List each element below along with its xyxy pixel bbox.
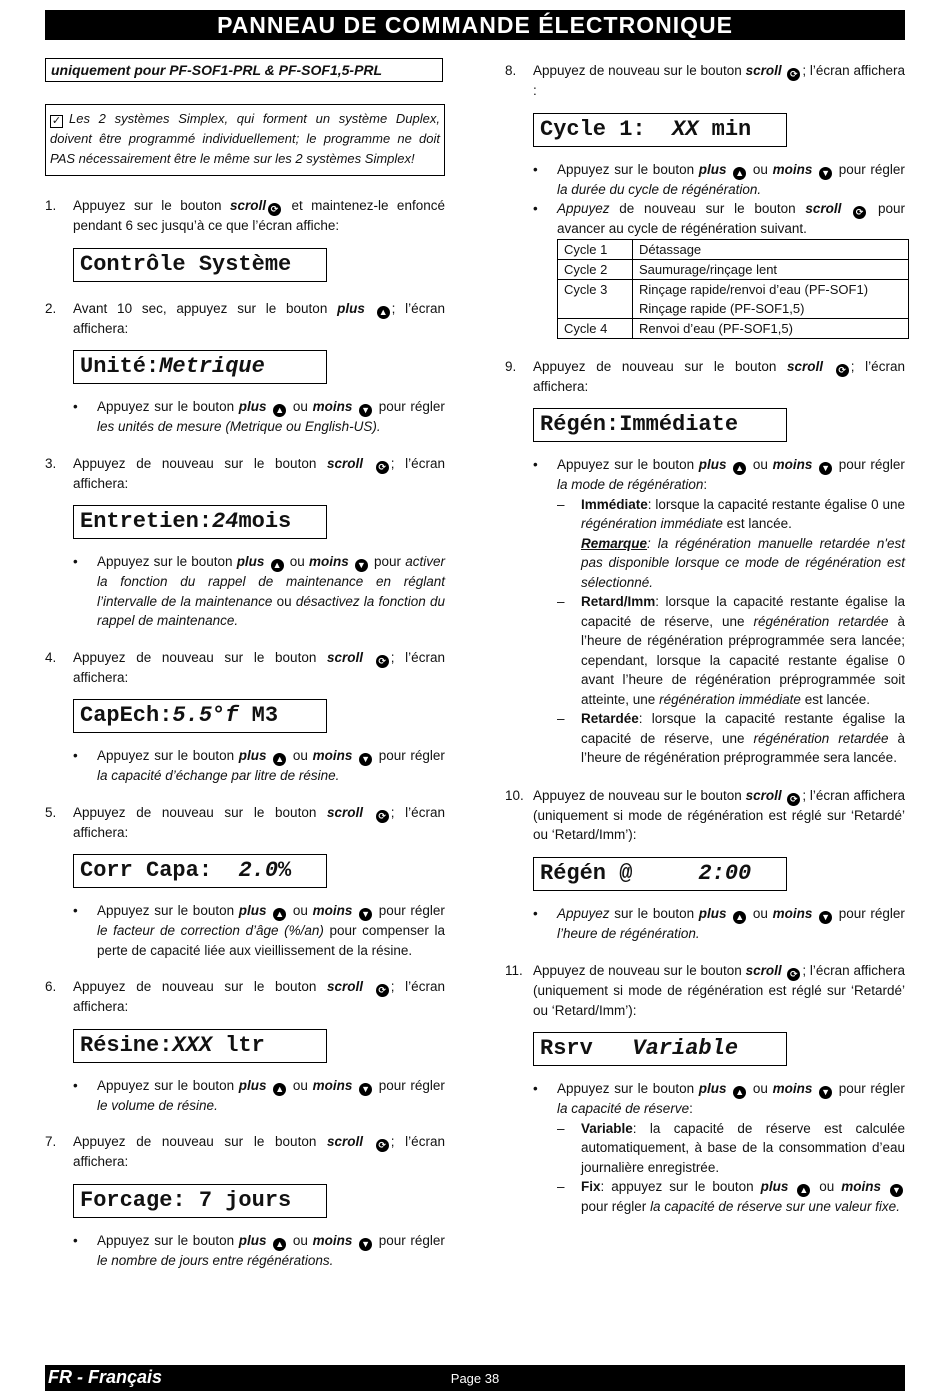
scroll-icon: ⟳ (268, 203, 281, 216)
bullet-2: • Appuyez sur le bouton plus ▲ ou moins ▼ pour régler les unités de mesure (Metrique ou English-US). (73, 399, 445, 434)
down-arrow-icon: ▼ (819, 1086, 832, 1099)
up-arrow-icon: ▲ (273, 908, 286, 921)
lcd-display-5: Corr Capa: 2.0% (73, 854, 327, 888)
bullet-8b: • Appuyez de nouveau sur le bouton scroll ⟳ pour avancer au cycle de régénération suivant. (533, 201, 905, 236)
lcd-display-7: Forcage: 7 jours (73, 1184, 327, 1218)
step-11: 11. Appuyez de nouveau sur le bouton scroll ⟳ ; l’écran affichera (uniquement si mode de régénération est réglé sur ‘Retardé’ ou ‘Retard/Imm’): (505, 963, 905, 1018)
step-7: 7. Appuyez de nouveau sur le bouton scroll ⟳ ; l’écran affichera: (45, 1134, 445, 1169)
up-arrow-icon: ▲ (271, 559, 284, 572)
step-5: 5. Appuyez de nouveau sur le bouton scroll ⟳ ; l’écran affichera: (45, 804, 445, 840)
down-arrow-icon: ▼ (819, 167, 832, 180)
reserve-fix: – Fix: appuyez sur le bouton plus ▲ ou moins ▼ pour régler la capacité de réserve sur une valeur fixe. (505, 1177, 905, 1217)
down-arrow-icon: ▼ (359, 753, 372, 766)
mode-immediate: – Immédiate: lorsque la capacité restante égalise 0 une régénération immédiate est lancée. Remarque: la régénération manuelle retardée n'est pas disponible lorsque ce mode de régénération est sélectionné. (557, 496, 905, 590)
scroll-icon: ⟳ (376, 810, 389, 823)
bullet-10: • Appuyez sur le bouton plus ▲ ou moins ▼ pour régler l’heure de régénération. (533, 905, 905, 941)
step-1: 1. Appuyez sur le bouton scroll ⟳ et maintenez-le enfoncé pendant 6 sec jusqu’à ce que l’écran affiche: (45, 198, 445, 233)
scroll-icon: ⟳ (836, 364, 849, 377)
lcd-display-6: Résine:XXX ltr (73, 1029, 327, 1063)
page-header (45, 10, 905, 40)
scroll-icon: ⟳ (853, 206, 866, 219)
mode-retardee: – Retardée: lorsque la capacité restante égalise la capacité de réserve, une régénération retardée à l’heure de régénération préprogrammée sera lancée. (557, 711, 905, 765)
scroll-icon: ⟳ (787, 793, 800, 806)
table-row: Cycle 4 Renvoi d’eau (PF-SOF1,5) (558, 318, 909, 338)
reserve-variable: – Variable: la capacité de réserve est calculée automatiquement, à base de la consommation d’eau journalière enregistrée. (557, 1120, 905, 1175)
scroll-icon: ⟳ (376, 984, 389, 997)
bullet-11: • Appuyez sur le bouton plus ▲ ou moins ▼ pour régler la capacité de réserve: (533, 1081, 905, 1116)
page-title: PANNEAU DE COMMANDE ÉLECTRONIQUE (217, 12, 733, 38)
table-row: Cycle 3 Rinçage rapide/renvoi d’eau (PF-SOF1) Rinçage rapide (PF-SOF1,5) (558, 279, 909, 318)
up-arrow-icon: ▲ (273, 753, 286, 766)
page-number: Page 38 (450, 1371, 500, 1386)
duplex-note: ✓ Les 2 systèmes Simplex, qui forment un système Duplex, doivent être programmé individuellement; le programme ne doit PAS nécessairement être le même sur les 2 systèmes Simplex! (45, 104, 445, 176)
bullet-9: • Appuyez sur le bouton plus ▲ ou moins ▼ pour régler la mode de régénération: (533, 457, 905, 492)
lcd-display-9: Régén:Immédiate (533, 408, 787, 442)
cycle-table (557, 239, 909, 339)
bullet-4: • Appuyez sur le bouton plus ▲ ou moins ▼ pour régler la capacité d’échange par litre de résine. (73, 748, 445, 783)
page-footer (45, 1365, 905, 1391)
lcd-display-4: CapEch:5.5°f M3 (73, 699, 327, 733)
scroll-icon: ⟳ (787, 68, 800, 81)
down-arrow-icon: ▼ (890, 1184, 903, 1197)
scroll-icon: ⟳ (787, 968, 800, 981)
step-10: 10. Appuyez de nouveau sur le bouton scroll ⟳ ; l’écran affichera (uniquement si mode de régénération est réglé sur ‘Retardé’ ou ‘Retard/Imm’): (505, 787, 905, 842)
bullet-8a: • Appuyez sur le bouton plus ▲ ou moins ▼ pour régler la durée du cycle de régénération. (533, 161, 905, 197)
up-arrow-icon: ▲ (733, 167, 746, 180)
down-arrow-icon: ▼ (359, 404, 372, 417)
lcd-display-10: Régén @ 2:00 (533, 857, 787, 891)
up-arrow-icon: ▲ (273, 404, 286, 417)
scroll-icon: ⟳ (376, 461, 389, 474)
lcd-display-11: Rsrv Variable (533, 1032, 787, 1066)
lcd-display-1: Contrôle Système (73, 248, 327, 282)
down-arrow-icon: ▼ (355, 559, 368, 572)
left-column (45, 58, 445, 1270)
bullet-6: • Appuyez sur le bouton plus ▲ ou moins ▼ pour régler le volume de résine. (73, 1077, 445, 1113)
step-9: 9. Appuyez de nouveau sur le bouton scroll ⟳ ; l’écran affichera: (505, 358, 905, 394)
bullet-7: • Appuyez sur le bouton plus ▲ ou moins ▼ pour régler le nombre de jours entre régénérations. (73, 1232, 445, 1268)
lcd-display-8: Cycle 1: XX min (533, 113, 787, 147)
step-8: 8. Appuyez de nouveau sur le bouton scroll ⟳ ; l’écran affichera : (505, 63, 905, 98)
down-arrow-icon: ▼ (819, 462, 832, 475)
down-arrow-icon: ▼ (359, 1238, 372, 1251)
down-arrow-icon: ▼ (359, 908, 372, 921)
table-row: Cycle 1 Détassage (558, 239, 909, 259)
bullet-3: • Appuyez sur le bouton plus ▲ ou moins ▼ pour activer la fonction du rappel de maintenance en réglant l’intervalle de la maintenance ou désactivez la fonction du rappel de maintenance. (73, 554, 445, 628)
step-3: 3. Appuyez de nouveau sur le bouton scroll ⟳ ; l’écran affichera: (45, 455, 445, 491)
lcd-display-2: Unité:Metrique (73, 350, 327, 384)
up-arrow-icon: ▲ (273, 1083, 286, 1096)
checkbox-icon: ✓ (51, 115, 62, 127)
mode-retard-imm: – Retard/Imm: lorsque la capacité restante égalise la capacité de réserve, une régénération retardée à l’heure de régénération préprogrammée sera lancée; cependant, lorsque la capacité restante égalise 0 avant l’heure de régénération préprogrammée soit atteinte, une régénération immédiate est lancée. (557, 594, 905, 707)
language-label: FR - Français (48, 1367, 163, 1387)
up-arrow-icon: ▲ (733, 462, 746, 475)
bullet-5: • Appuyez sur le bouton plus ▲ ou moins ▼ pour régler le facteur de correction d’âge (%/an) pour compenser la perte de capacité liée aux vieillissement de la résine. (73, 903, 445, 958)
up-arrow-icon: ▲ (273, 1238, 286, 1251)
up-arrow-icon: ▲ (377, 306, 390, 319)
step-6: 6. Appuyez de nouveau sur le bouton scroll ⟳ ; l’écran affichera: (45, 979, 445, 1014)
down-arrow-icon: ▼ (819, 911, 832, 924)
table-row: Cycle 2 Saumurage/rinçage lent (558, 259, 909, 279)
up-arrow-icon: ▲ (733, 1086, 746, 1099)
step-2: 2. Avant 10 sec, appuyez sur le bouton plus ▲ ; l’écran affichera: (45, 300, 445, 336)
step-4: 4. Appuyez de nouveau sur le bouton scroll ⟳ ; l’écran affichera: (45, 649, 445, 685)
right-column (505, 61, 905, 1217)
model-subtitle: uniquement pour PF-SOF1-PRL & PF-SOF1,5-PRL (45, 58, 443, 82)
down-arrow-icon: ▼ (359, 1083, 372, 1096)
scroll-icon: ⟳ (376, 655, 389, 668)
lcd-display-3: Entretien:24mois (73, 505, 327, 539)
up-arrow-icon: ▲ (797, 1184, 810, 1197)
scroll-icon: ⟳ (376, 1139, 389, 1152)
up-arrow-icon: ▲ (733, 911, 746, 924)
